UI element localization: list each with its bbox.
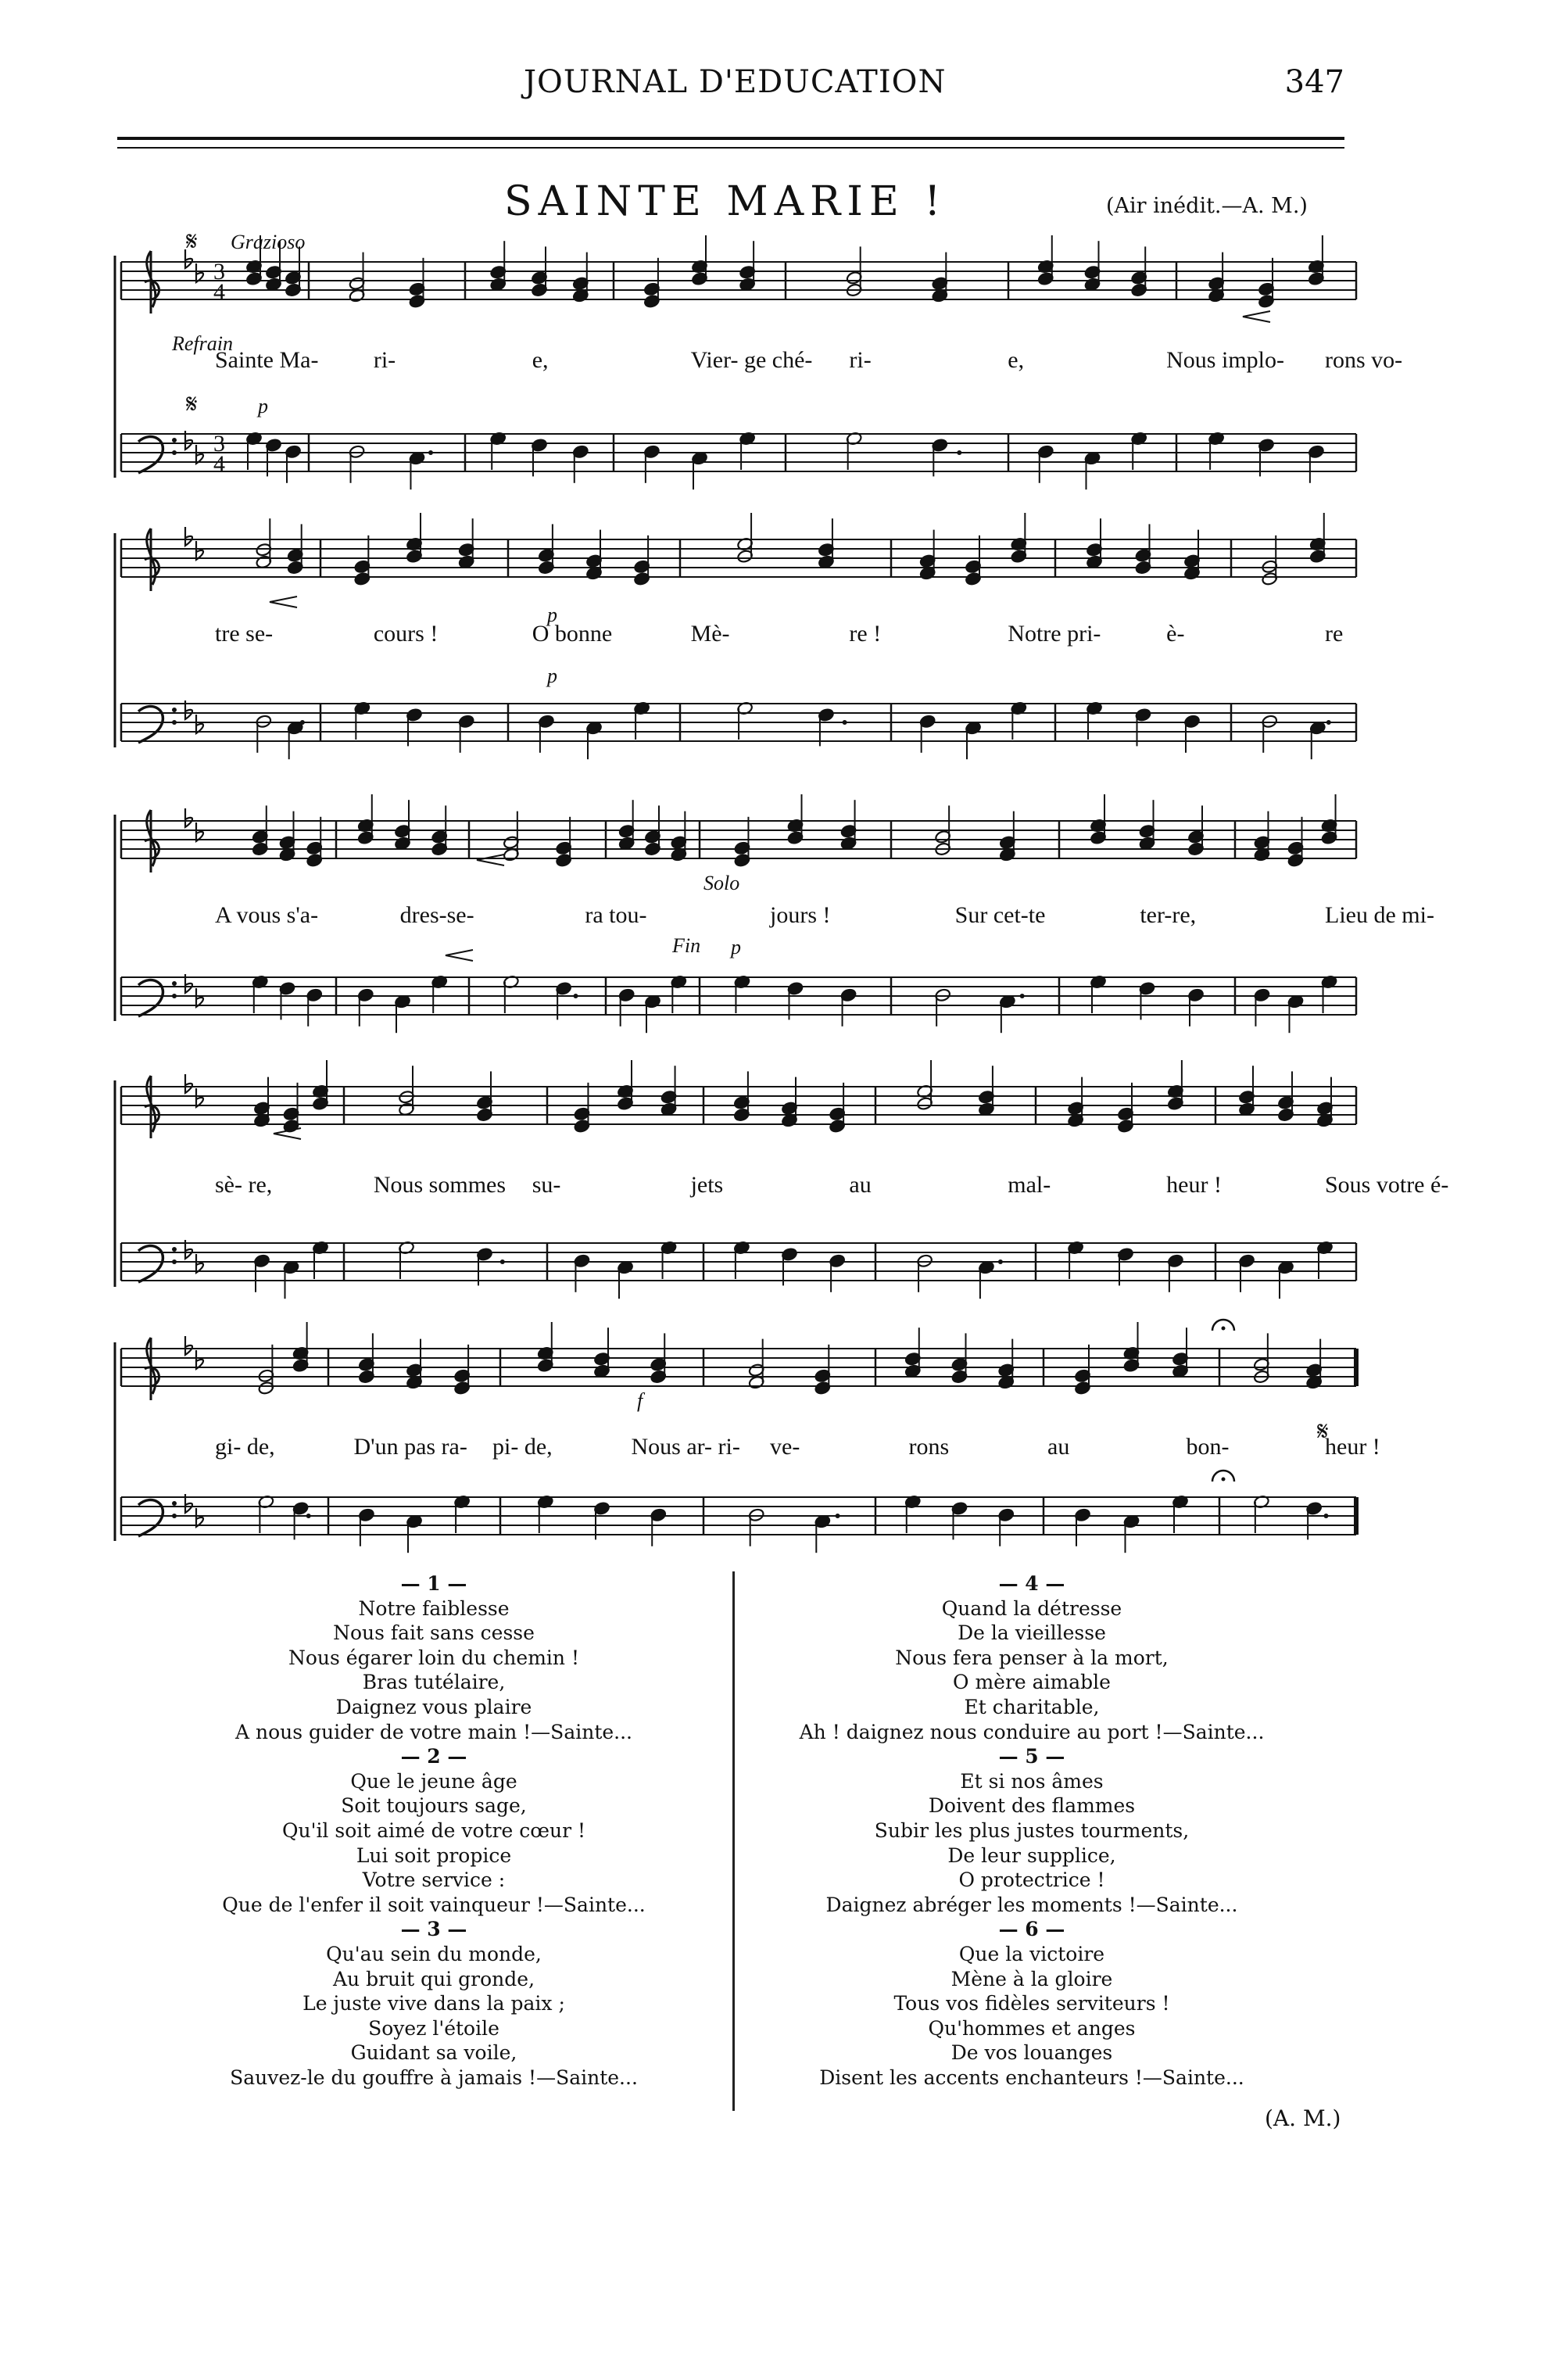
fin-marking: Fin [672, 934, 701, 957]
augmentation-dot [1020, 994, 1025, 998]
augmentation-dot [300, 720, 305, 725]
lyric-syllable: ri- [849, 347, 872, 373]
flat-icon [196, 715, 203, 733]
bass-clef-dot [172, 1259, 177, 1264]
verse-line: Que la victoire [958, 1942, 1105, 1965]
time-signature-bottom: 4 [213, 279, 225, 305]
bass-clef-dot [172, 1514, 177, 1518]
lyric-syllable: Nous ar- ri- [631, 1434, 740, 1460]
lyric-syllable: Vier- ge ché- [690, 347, 813, 373]
verse-line: O mère aimable [953, 1671, 1111, 1694]
lyric-syllable: Sur cet-te [954, 902, 1046, 928]
lyric-syllable: ter-re, [1140, 902, 1197, 928]
verse-line: Et charitable, [964, 1695, 1100, 1718]
bass-clef-dot [172, 450, 177, 455]
flat-icon [185, 808, 192, 827]
verse-line: Le juste vive dans la paix ; [303, 1992, 565, 2015]
bass-clef-dot [172, 1247, 177, 1252]
verses-left-column [137, 1571, 731, 2090]
verse-number: — 1 — [400, 1572, 467, 1595]
lyric-syllable: heur ! [1325, 1434, 1380, 1460]
flat-icon [196, 445, 203, 464]
lyric-syllable: rons vo- [1325, 347, 1403, 373]
treble-clef-icon [145, 810, 159, 872]
lyric-syllable: re [1325, 621, 1344, 647]
lyric-syllable: e, [532, 347, 549, 373]
treble-clef-icon [145, 251, 159, 314]
lyric-syllable: Notre pri- [1008, 621, 1101, 647]
lyric-syllable: sè- re, [215, 1172, 273, 1198]
lyric-syllable: heur ! [1166, 1172, 1222, 1198]
lyric-syllable: Sainte Ma- [215, 347, 319, 373]
flat-icon [196, 822, 203, 841]
verse-line: Qu'hommes et anges [928, 2016, 1136, 2040]
time-signature-bottom: 4 [213, 451, 225, 477]
lyric-syllable: au [849, 1172, 872, 1198]
verse-line: Qu'au sein du monde, [326, 1942, 542, 1965]
segno-mark: 𝄋 [1317, 1417, 1329, 1446]
lyric-syllable: O bonne [532, 621, 613, 647]
lyric-syllable: su- [532, 1172, 561, 1198]
verse-line: De leur supplice, [947, 1843, 1116, 1867]
verse-line: Au bruit qui gronde, [332, 1967, 535, 1990]
lyric-syllable: rons [908, 1434, 950, 1460]
time-signature-top: 3 [213, 259, 225, 285]
segno-mark: 𝄋 [186, 390, 198, 419]
dynamic-piano: p [258, 395, 268, 417]
lyric-syllable: è- [1166, 621, 1185, 647]
verse-line: Notre faiblesse [358, 1596, 510, 1620]
bass-clef-icon [138, 436, 163, 473]
lyric-syllable: re ! [849, 621, 882, 647]
hairpin-mark [270, 597, 297, 607]
augmentation-dot [1326, 720, 1331, 725]
verse-line: Nous fera penser à la mort, [895, 1646, 1169, 1669]
verse-line: De la vieillesse [958, 1621, 1106, 1645]
bass-clef-dot [172, 994, 177, 998]
treble-clef-icon [145, 1338, 159, 1400]
solo-marking: Solo [703, 872, 740, 894]
augmentation-dot [306, 1514, 311, 1518]
augmentation-dot [500, 1259, 505, 1264]
lyric-syllable: pi- de, [492, 1434, 553, 1460]
song-title: SAINTE MARIE ! [504, 178, 947, 225]
flat-icon [196, 1508, 203, 1527]
verse-line: Mène à la gloire [950, 1967, 1113, 1990]
verse-line: Soit toujours sage, [341, 1794, 527, 1818]
verse-line: Que de l'enfer il soit vainqueur !—Sainte... [222, 1893, 646, 1916]
augmentation-dot [428, 450, 433, 455]
bass-clef-dot [172, 981, 177, 986]
bass-clef-icon [138, 1245, 163, 1282]
verse-line: Et si nos âmes [960, 1769, 1104, 1793]
lyric-syllable: ri- [373, 347, 396, 373]
verse-number: — 3 — [400, 1918, 467, 1941]
verse-line: Que le jeune âge [350, 1769, 517, 1793]
lyric-syllable: ra tou- [585, 902, 647, 928]
verse-line: Tous vos fidèles serviteurs ! [893, 1992, 1170, 2015]
bass-clef-dot [172, 708, 177, 712]
verse-line: Lui soit propice [356, 1843, 512, 1867]
bass-clef-icon [138, 1499, 163, 1536]
lyric-syllable: dres-se- [399, 902, 474, 928]
verse-line: Quand la détresse [941, 1596, 1122, 1620]
dynamic-piano: p [547, 604, 557, 626]
verse-line: Qu'il soit aimé de votre cœur ! [281, 1818, 586, 1842]
verse-line: Doivent des flammes [928, 1794, 1136, 1818]
column-divider [732, 1571, 735, 2111]
lyric-syllable: mal- [1008, 1172, 1051, 1198]
lyric-syllable: gi- de, [215, 1434, 275, 1460]
verse-line: Sauvez-le du gouffre à jamais !—Sainte... [230, 2066, 638, 2089]
hairpin-mark [477, 855, 504, 865]
song-attribution: (Air inédit.—A. M.) [1106, 194, 1308, 218]
hairpin-mark [446, 950, 473, 961]
flat-icon [196, 1088, 203, 1107]
dynamic-forte: f [637, 1389, 643, 1412]
treble-clef-icon [145, 1076, 159, 1138]
refrain-marking: Refrain [172, 332, 233, 355]
tempo-marking: Grazioso [231, 231, 306, 253]
lyric-syllable: tre se- [215, 621, 274, 647]
verse-line: Ah ! daignez nous conduire au port !—Sainte... [799, 1720, 1265, 1743]
verse-line: Disent les accents enchanteurs !—Sainte... [819, 2066, 1244, 2089]
verse-line: Daignez vous plaire [335, 1695, 532, 1718]
verse-number: — 2 — [400, 1745, 467, 1768]
augmentation-dot [957, 450, 961, 455]
flat-icon [196, 988, 203, 1007]
verse-line: Subir les plus justes tourments, [874, 1818, 1190, 1842]
flat-icon [185, 1336, 192, 1355]
segno-mark: 𝄋 [186, 228, 198, 256]
verse-line: Bras tutélaire, [362, 1671, 506, 1694]
bass-clef-dot [172, 720, 177, 725]
augmentation-dot [1324, 1514, 1329, 1518]
verse-number: — 4 — [998, 1572, 1065, 1595]
page-number: 347 [1284, 64, 1344, 100]
lyric-syllable: cours ! [373, 621, 439, 647]
flat-icon [196, 263, 203, 282]
lyric-syllable: Nous implo- [1166, 347, 1284, 373]
verse-line: Nous égarer loin du chemin ! [288, 1646, 579, 1669]
augmentation-dot [843, 720, 847, 725]
verses-signature: (A. M.) [1265, 2105, 1341, 2131]
treble-clef-icon [145, 528, 159, 591]
dynamic-piano: p [731, 936, 741, 958]
lyric-syllable: Lieu de mi- [1325, 902, 1434, 928]
verse-line: Nous fait sans cesse [333, 1621, 535, 1645]
time-signature-top: 3 [213, 431, 225, 457]
fermata-dot [1222, 1478, 1226, 1482]
lyric-syllable: D'un pas ra- [353, 1434, 467, 1460]
bass-clef-dot [172, 1501, 177, 1506]
bass-clef-icon [138, 706, 163, 743]
verse-number: — 6 — [998, 1918, 1065, 1941]
lyric-syllable: Nous sommes [373, 1172, 507, 1198]
fermata-dot [1222, 1327, 1226, 1331]
lyric-syllable: jets [690, 1172, 724, 1198]
verse-line: Daignez abréger les moments !—Sainte... [825, 1893, 1238, 1916]
augmentation-dot [998, 1259, 1003, 1264]
verse-line: Guidant sa voile, [350, 2041, 517, 2065]
augmentation-dot [836, 1514, 840, 1518]
dynamic-piano: p [547, 665, 557, 687]
verse-line: Votre service : [362, 1869, 506, 1892]
verses-right-column [735, 1571, 1329, 2090]
lyric-syllable: bon- [1186, 1434, 1230, 1460]
flat-icon [185, 527, 192, 546]
hairpin-mark [1243, 311, 1270, 322]
verse-number: — 5 — [998, 1745, 1065, 1768]
lyric-syllable: au [1047, 1434, 1070, 1460]
flat-icon [196, 1254, 203, 1273]
lyric-syllable: ve- [770, 1434, 800, 1460]
lyric-syllable: Sous votre é- [1325, 1172, 1449, 1198]
lyric-syllable: A vous s'a- [215, 902, 319, 928]
verse-line: De vos louanges [950, 2041, 1113, 2065]
lyric-syllable: e, [1008, 347, 1025, 373]
bass-clef-dot [172, 438, 177, 442]
lyric-syllable: jours ! [770, 902, 831, 928]
verse-line: O protectrice ! [958, 1869, 1105, 1892]
verse-line: A nous guider de votre main !—Sainte... [235, 1720, 632, 1743]
flat-icon [196, 1350, 203, 1369]
lyric-syllable: Mè- [690, 621, 730, 647]
bass-clef-icon [138, 980, 163, 1016]
flat-icon [196, 541, 203, 560]
verse-line: Soyez l'étoile [368, 2016, 499, 2040]
flat-icon [185, 1074, 192, 1093]
augmentation-dot [574, 994, 578, 998]
journal-title: JOURNAL D'EDUCATION [524, 64, 947, 100]
